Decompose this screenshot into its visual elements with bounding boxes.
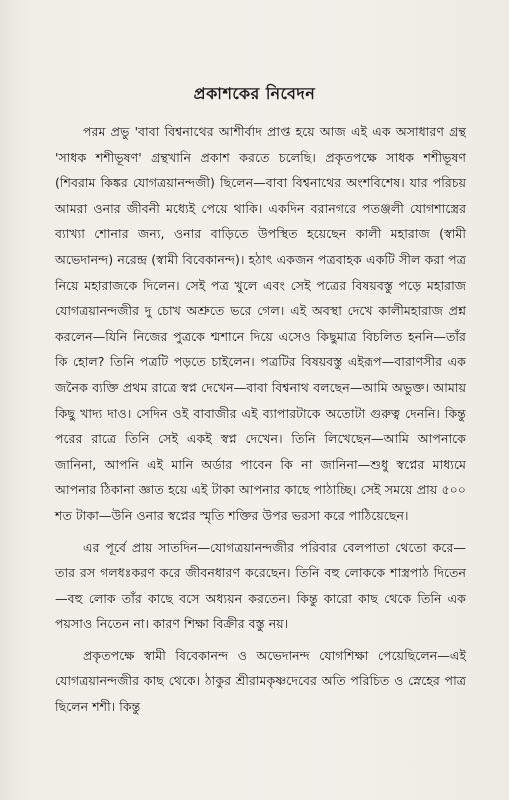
- page-title: প্রকাশকের নিবেদন: [193, 84, 316, 103]
- paragraph-1: পরম প্রভু 'বাবা বিশ্বনাথের আশীর্বাদ প্রাপ্ত হয়ে আজ এই এক অসাধারণ গ্রন্থ 'সাধক শশীভূষণ' গ্রন্থখানি প্রকাশ করতে চলেছি। প্রকৃতপক্ষে সাধক শশীভূষণ (শিবরাম কিঙ্কর যোগত্রয়ানন্দজী) ছিলেন—বাবা বিশ্বনাথের অংশবিশেষ। যার পরিচয় আমরা ওনার জীবনী মধ্যেই পেয়ে থাকি। একদিন বরানগরে পতঞ্জলী যোগশাস্ত্রের ব্যাখ্যা শোনার জন্য, ওনার বাড়িতে উপস্থিত হয়েছেন কালী মহারাজ (স্বামী অভেদানন্দ) নরেন্দ্র (স্বামী বিবেকানন্দ)। হঠাৎ একজন পত্রবাহক একটি সীল করা পত্র নিয়ে মহারাজকে দিলেন। সেই পত্র খুলে এবং সেই পত্রের বিষয়বস্তু পড়ে মহারাজ যোগত্রয়ানন্দজীর দু চোখ অশ্রুতে ভরে গেল। এই অবস্থা দেখে কালীমহারাজ প্রশ্ন করলেন—যিনি নিজের পুত্রকে শ্মশানে দিয়ে এসেও কিছুমাত্র বিচলিত হননি—তাঁর কি হোল? তিনি পত্রটি পড়তে চাইলেন। পত্রটির বিষয়বস্তু এইরূপ—বারাণসীর এক জনৈক ব্যক্তি প্রথম রাত্রে স্বপ্ন দেখেন—বাবা বিশ্বনাথ বলছেন—আমি অভুক্ত। আমায় কিছু খাদ্য দাও। সেদিন ওই বাবাজীর এই ব্যাপারটাকে অতোটা গুরুত্ব দেননি। কিন্তু পরের রাত্রে তিনি সেই একই স্বপ্ন দেখেন। তিনি লিখেছেন—আমি আপনাকে জানিনা, আপনি এই মানি অর্ডার পাবেন কি না জানিনা—শুধু স্বপ্নের মাধ্যমে আপনার ঠিকানা জ্ঞাত হয়ে এই টাকা আপনার কাছে পাঠাচ্ছি। সেই সময়ে প্রায় ৫০০ শত টাকা—উনি ওনার স্বপ্নের স্মৃতি শক্তির উপর ভরসা করে পাঠিয়েছেন।: [55, 124, 466, 523]
- paragraph-3: প্রকৃতপক্ষে স্বামী বিবেকানন্দ ও অভেদানন্দ যোগশিক্ষা পেয়েছিলেন—এই যোগত্রয়ানন্দজীর কাছ থেকে। ঠাকুর শ্রীরামকৃষ্ণদেবের অতি পরিচিত ও স্নেহের পাত্র ছিলেন শশী। কিন্তু: [55, 647, 466, 715]
- paragraph-2: এর পূর্বে প্রায় সাতদিন—যোগত্রয়ানন্দজীর পরিবার বেলপাতা থেতো করে—তার রস গলধঃকরণ করে জীবনধারণ করেছেন। তিনি বহু লোককে শাস্ত্রপাঠ দিতেন—বহু লোক তাঁর কাছে বসে অধ্যয়ন করতেন। কিন্তু কারো কাছ থেকে তিনি এক পয়সাও নিতেন না। কারণ শিক্ষা বিক্রীর বস্তু নয়।: [55, 539, 466, 632]
- body-text: [55, 119, 466, 720]
